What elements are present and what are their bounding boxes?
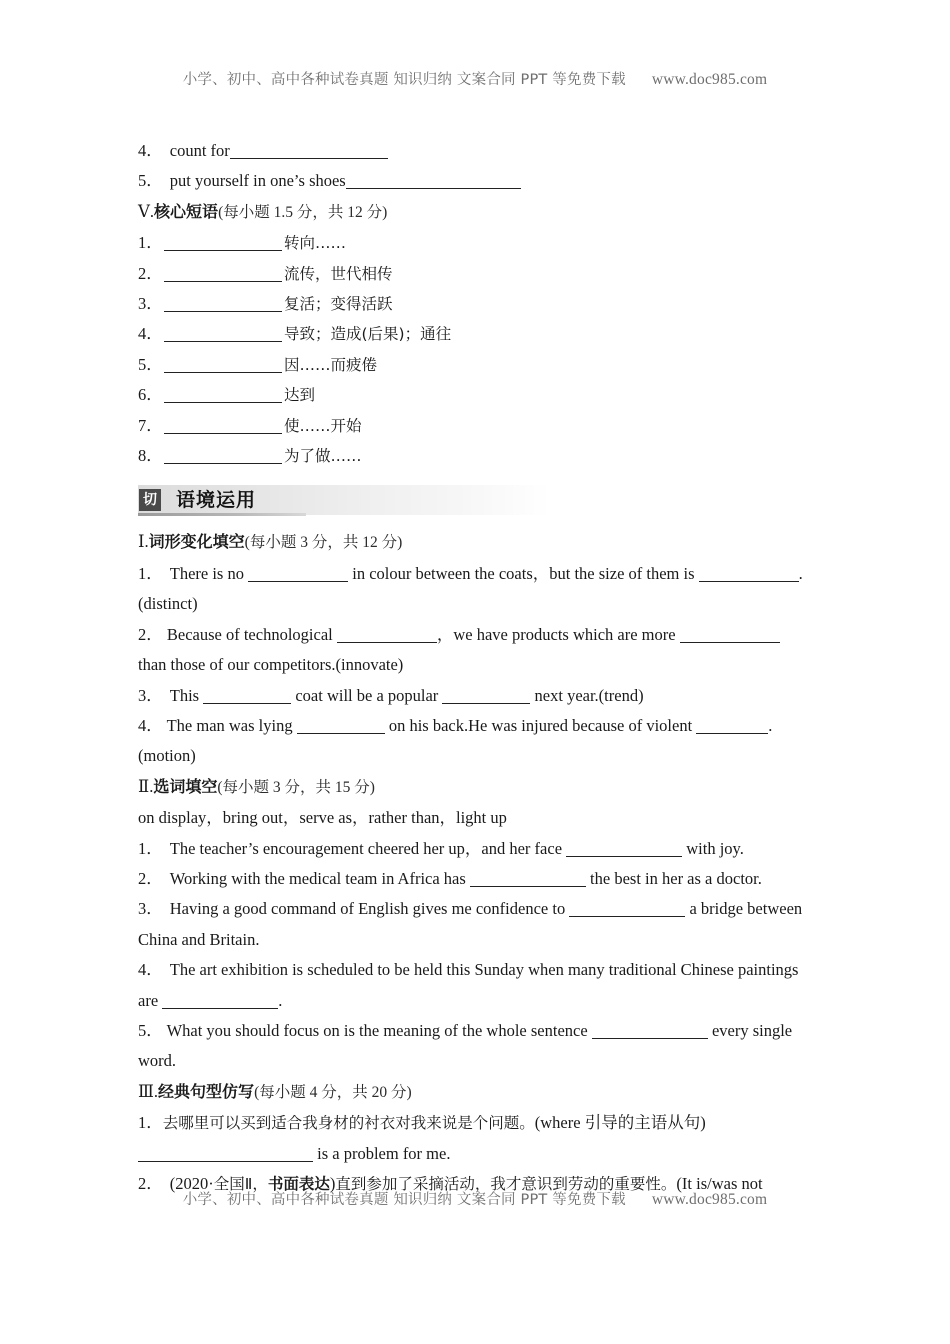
phrase-meaning: 为了做…… <box>284 447 362 466</box>
banner-underline <box>138 513 306 516</box>
item-number: 1． <box>138 563 163 583</box>
section-points: (每小题 3 分，共 12 分) <box>244 534 403 552</box>
item-number: 3． <box>138 899 163 919</box>
item-number: 2． <box>138 868 163 888</box>
question-text: Working with the medical team in Africa has <box>169 868 470 888</box>
item-number: 4． <box>138 141 163 160</box>
question-text: . <box>768 715 773 735</box>
phrase-meaning: 使……开始 <box>284 416 362 435</box>
phrase-blank[interactable] <box>164 295 282 312</box>
phrase-row <box>138 380 814 410</box>
section-title: 词形变化填空 <box>148 532 245 552</box>
question-continuation <box>138 986 814 1016</box>
section-heading-v <box>138 197 814 228</box>
question-item <box>138 894 814 924</box>
question-text: The man was lying <box>162 715 297 735</box>
section-title: 核心短语 <box>154 201 219 221</box>
question-text: The teacher’s encouragement cheered her up，and her face <box>169 838 567 858</box>
phrase-number: 2． <box>138 263 163 283</box>
answer-blank[interactable] <box>337 627 437 643</box>
question-item <box>138 864 814 894</box>
question-continuation: China and Britain. <box>138 929 260 949</box>
answer-blank[interactable] <box>138 1146 313 1162</box>
section-roman: Ⅲ <box>138 1081 154 1101</box>
answer-blank[interactable] <box>203 688 291 704</box>
phrase-row <box>138 350 814 380</box>
phrase-row <box>138 411 814 441</box>
phrase-blank[interactable] <box>164 234 282 251</box>
phrase-meaning: 因……而疲倦 <box>284 355 378 374</box>
section-title: 选词填空 <box>153 776 218 796</box>
item-number: 4． <box>138 715 163 735</box>
item-number: 5． <box>138 171 163 191</box>
answer-blank[interactable] <box>592 1023 708 1039</box>
question-text: There is no <box>169 563 249 583</box>
question-item <box>138 834 814 864</box>
phrase-number: 6． <box>138 385 163 405</box>
question-text: . <box>798 563 803 583</box>
item-number: 2． <box>138 624 163 644</box>
answer-blank[interactable] <box>566 841 682 857</box>
question-hint: (motion) <box>138 746 196 766</box>
item-number: 2． <box>138 1174 163 1193</box>
phrase-meaning: 导致；造成(后果)；通往 <box>284 325 452 344</box>
question-hint: than those of our competitors.(innovate) <box>138 655 404 675</box>
question-text: with joy. <box>682 838 744 858</box>
phrase-blank[interactable] <box>164 386 282 403</box>
phrase-blank[interactable] <box>164 447 282 464</box>
phrase-number: 3． <box>138 294 163 314</box>
phrase-number: 5． <box>138 354 163 374</box>
word-bank: on display，bring out，serve as，rather than，light up <box>138 808 507 828</box>
phrase-row <box>138 228 814 258</box>
question-text: a bridge between <box>685 899 803 919</box>
watermark-top-text: 小学、初中、高中各种试卷真题 知识归纳 文案合同 PPT 等免费下载 <box>182 72 626 88</box>
phrase-row <box>138 441 814 471</box>
list-item <box>138 136 814 166</box>
answer-blank[interactable] <box>297 718 385 734</box>
item-number: 1． <box>138 838 163 858</box>
question-item <box>138 1016 814 1046</box>
item-text: count for <box>169 141 230 160</box>
question-item <box>138 1108 814 1138</box>
section-dot: . <box>153 1081 159 1101</box>
question-text: What you should focus on is the meaning of the whole sentence <box>162 1020 592 1040</box>
phrase-meaning: 达到 <box>284 386 316 405</box>
watermark-top-url: www.doc985.com <box>651 71 768 88</box>
content-column <box>138 136 814 1199</box>
item-number: 4． <box>138 960 163 980</box>
phrase-blank[interactable] <box>164 356 282 373</box>
answer-blank[interactable] <box>470 871 586 887</box>
item-text: put yourself in one’s shoes <box>169 171 346 191</box>
question-text: on his back.He was injured because of violent <box>384 715 697 735</box>
answer-blank[interactable] <box>346 173 521 189</box>
phrase-blank[interactable] <box>164 325 282 342</box>
question-hint: (where 引导的主语从句) <box>534 1113 706 1133</box>
question-text: every single <box>707 1020 793 1040</box>
phrase-number: 1． <box>138 233 163 253</box>
question-text: ，we have products which are more <box>436 624 680 644</box>
question-item <box>138 711 814 741</box>
answer-blank[interactable] <box>248 566 348 582</box>
phrase-number: 7． <box>138 415 163 435</box>
question-text: This <box>169 685 204 705</box>
section-points: (每小题 3 分，共 15 分) <box>217 778 375 796</box>
section-banner <box>138 485 814 519</box>
question-text: The art exhibition is scheduled to be held this Sunday when many traditional Chinese paintings <box>169 960 799 980</box>
question-text: are <box>138 990 163 1010</box>
phrase-blank[interactable] <box>164 417 282 434</box>
source-exam: 全国Ⅱ， <box>213 1175 268 1193</box>
answer-blank[interactable] <box>162 993 278 1009</box>
question-continuation: word. <box>138 1051 177 1071</box>
list-item <box>138 166 814 196</box>
watermark-bottom <box>0 1188 950 1209</box>
question-hint: (It is/was not <box>676 1174 763 1193</box>
answer-blank[interactable] <box>569 901 685 917</box>
question-text: coat will be a popular <box>291 685 443 705</box>
question-text: next year.(trend) <box>530 685 644 705</box>
question-item <box>138 620 814 650</box>
answer-blank[interactable] <box>699 566 799 582</box>
section-points: (每小题 4 分，共 20 分) <box>254 1083 412 1101</box>
section-heading-3 <box>138 1077 814 1108</box>
section-dot: . <box>149 201 155 221</box>
question-text: . <box>278 990 283 1010</box>
phrase-blank[interactable] <box>164 265 282 282</box>
phrase-number: 4． <box>138 324 163 344</box>
section-title: 经典句型仿写 <box>158 1081 255 1101</box>
question-item <box>138 681 814 711</box>
question-text: Having a good command of English gives me confidence to <box>169 899 570 919</box>
item-number: 3． <box>138 685 163 705</box>
answer-blank[interactable] <box>696 718 768 734</box>
phrase-meaning: 流传，世代相传 <box>284 264 393 283</box>
answer-blank[interactable] <box>680 627 780 643</box>
question-text: Because of technological <box>162 624 337 644</box>
question-text: in colour between the coats，but the size of them is <box>348 563 699 583</box>
source-type: 书面表达 <box>267 1175 330 1193</box>
section-heading-1 <box>138 527 814 558</box>
banner-title: 语境运用 <box>176 489 257 512</box>
answer-tail: is a problem for me. <box>313 1143 451 1163</box>
answer-blank[interactable] <box>230 143 388 159</box>
watermark-bottom-text: 小学、初中、高中各种试卷真题 知识归纳 文案合同 PPT 等免费下载 <box>182 1192 626 1208</box>
section-points: (每小题 1.5 分，共 12 分) <box>218 203 388 221</box>
phrase-row <box>138 319 814 349</box>
phrase-meaning: 转向…… <box>284 234 347 253</box>
question-hint: (distinct) <box>138 594 198 614</box>
question-text: the best in her as a doctor. <box>585 868 762 888</box>
question-text-cn: 去哪里可以买到适合我身材的衬衣对我来说是个问题。 <box>162 1114 535 1133</box>
section-roman: Ⅴ <box>138 201 150 221</box>
question-item <box>138 559 814 589</box>
phrase-row <box>138 259 814 289</box>
section-heading-2 <box>138 772 814 803</box>
section-roman: Ⅱ <box>138 776 150 796</box>
section-dot: . <box>144 532 149 552</box>
section-roman: Ⅰ <box>138 532 145 552</box>
question-item <box>138 955 814 985</box>
question-text-cn: 直到参加了采摘活动，我才意识到劳动的重要性。 <box>335 1175 677 1193</box>
source-open: (2020· <box>169 1174 214 1193</box>
source-close: ) <box>329 1174 336 1193</box>
item-number: 1． <box>138 1113 163 1133</box>
answer-blank[interactable] <box>442 688 530 704</box>
section-dot: . <box>149 776 154 796</box>
phrase-number: 8． <box>138 446 163 466</box>
answer-line <box>138 1139 814 1169</box>
banner-badge-icon: 切 <box>139 489 161 511</box>
watermark-bottom-url: www.doc985.com <box>651 1191 768 1208</box>
phrase-meaning: 复活；变得活跃 <box>284 295 393 314</box>
item-number: 5． <box>138 1020 163 1040</box>
phrase-row <box>138 289 814 319</box>
watermark-top <box>0 68 950 89</box>
